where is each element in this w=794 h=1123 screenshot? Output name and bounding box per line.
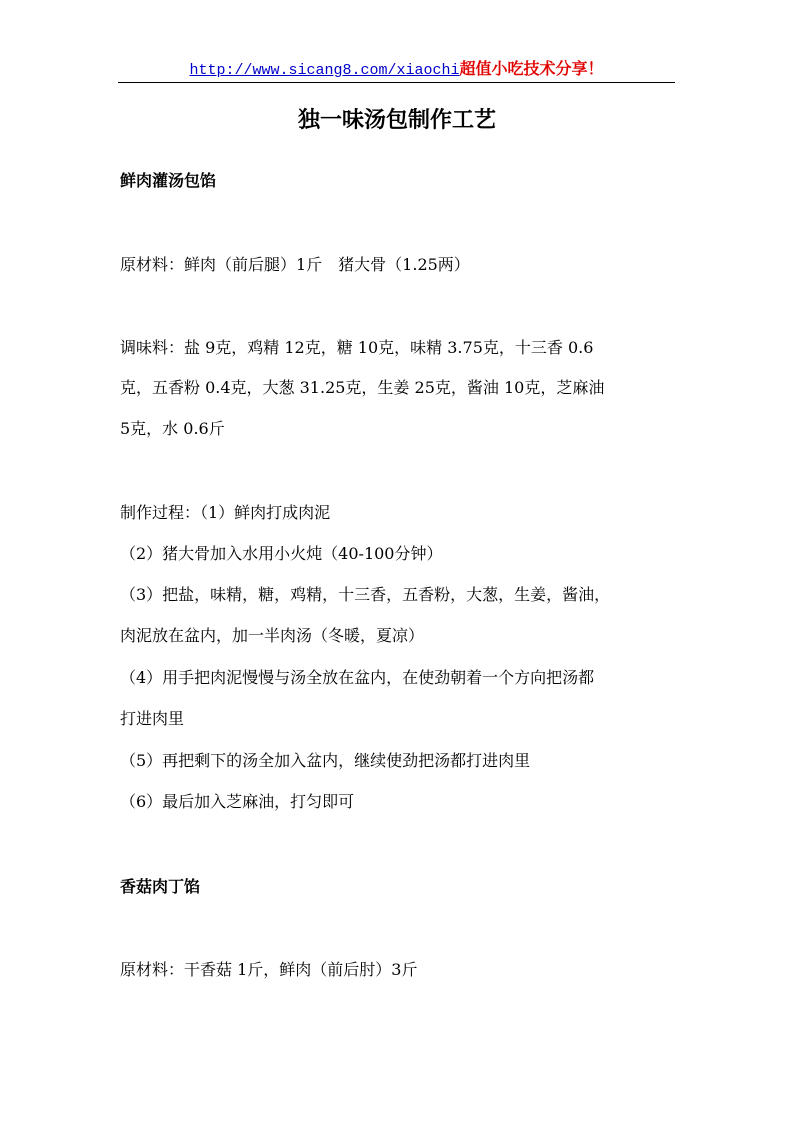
materials-line: 原材料：鲜肉（前后腿）1斤 猪大骨（1.25两） [120, 255, 470, 274]
seasoning-line: 5克，水 0.6斤 [120, 419, 225, 438]
process-line: （5）再把剩下的汤全加入盆内，继续使劲把汤都打进肉里 [120, 751, 531, 770]
materials-line: 原材料：干香菇 1斤，鲜肉（前后肘）3斤 [120, 960, 418, 979]
section-heading-fresh-meat: 鲜肉灌汤包馅 [120, 171, 217, 190]
process-line: （4）用手把肉泥慢慢与汤全放在盆内，在使劲朝着一个方向把汤都 [120, 668, 595, 687]
section-heading-mushroom: 香菇肉丁馅 [120, 877, 201, 896]
process-line: （6）最后加入芝麻油，打匀即可 [120, 792, 355, 811]
page-header [118, 56, 675, 83]
process-line: 制作过程：（1）鲜肉打成肉泥 [120, 503, 331, 522]
process-line: （3）把盐，味精，糖，鸡精，十三香，五香粉，大葱，生姜，酱油， [120, 585, 611, 604]
seasoning-line: 调味料：盐 9克，鸡精 12克，糖 10克，味精 3.75克，十三香 0.6 [120, 338, 594, 357]
site-link[interactable]: http://www.sicang8.com/xiaochi [189, 62, 460, 79]
process-line: 肉泥放在盆内，加一半肉汤（冬暖，夏凉） [120, 626, 425, 645]
header-slogan: 超值小吃技术分享！ [459, 59, 604, 78]
seasoning-line: 克，五香粉 0.4克，大葱 31.25克，生姜 25克，酱油 10克，芝麻油 [120, 378, 605, 397]
process-line: 打进肉里 [120, 709, 185, 728]
process-line: （2）猪大骨加入水用小火炖（40-100分钟） [120, 544, 443, 563]
page-title: 独一味汤包制作工艺 [297, 108, 496, 133]
